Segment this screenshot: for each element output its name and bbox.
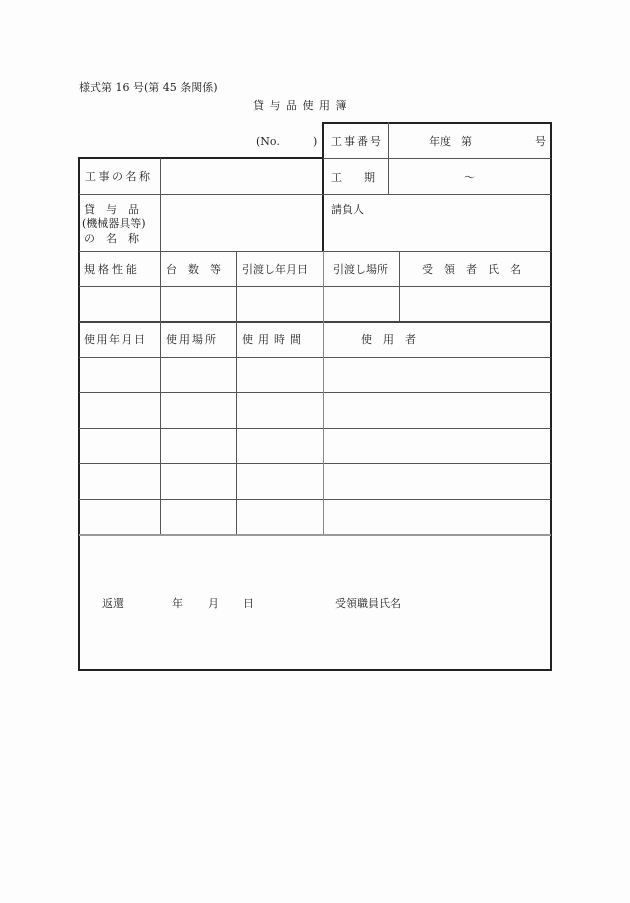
spec-cell-delivery-date[interactable] — [238, 288, 322, 320]
form-title: 貸 与 品 使 用 簿 — [253, 99, 348, 112]
usage-row-1-date[interactable] — [81, 359, 159, 391]
usage-row-5-time[interactable] — [238, 501, 322, 533]
spec-header-quantity: 台 数 等 — [166, 263, 221, 276]
spec-cell-spec[interactable] — [81, 288, 159, 320]
usage-row-5-date[interactable] — [81, 501, 159, 533]
contractor-field[interactable] — [326, 218, 548, 248]
number-prefix: 第 — [461, 135, 472, 148]
border — [79, 251, 551, 252]
usage-row-2-date[interactable] — [81, 394, 159, 427]
border — [79, 286, 551, 287]
usage-row-1-time[interactable] — [238, 359, 322, 391]
usage-row-2-place[interactable] — [162, 394, 235, 427]
return-year-label: 年 — [172, 597, 183, 610]
usage-header-time: 使用時間 — [242, 333, 306, 346]
usage-header-date: 使用年月日 — [84, 333, 147, 346]
usage-row-4-user[interactable] — [325, 465, 549, 498]
border — [160, 158, 161, 251]
usage-row-5-place[interactable] — [162, 501, 235, 533]
return-month-label: 月 — [208, 597, 219, 610]
period-label: 工 期 — [331, 171, 375, 184]
spec-header-delivery-place: 引渡し場所 — [333, 263, 388, 276]
border — [550, 122, 552, 671]
period-separator: ～ — [464, 171, 475, 184]
border — [78, 157, 80, 671]
project-name-label: 工事の名称 — [85, 170, 153, 183]
usage-row-2-user[interactable] — [325, 394, 549, 427]
usage-header-place: 使用場所 — [166, 333, 218, 346]
usage-row-4-time[interactable] — [238, 465, 322, 498]
no-close: ) — [313, 135, 318, 148]
return-day-label: 日 — [243, 597, 254, 610]
spec-header-spec: 規格性能 — [84, 263, 140, 276]
border — [160, 251, 161, 534]
usage-row-2-time[interactable] — [238, 394, 322, 427]
border — [399, 251, 400, 321]
border — [388, 122, 389, 194]
form-number: 様式第 16 号(第 45 条関係) — [79, 81, 218, 94]
usage-row-4-place[interactable] — [162, 465, 235, 498]
border — [78, 669, 552, 671]
border — [322, 122, 324, 252]
receiver-name-label: 受領職員氏名 — [335, 597, 401, 610]
project-name-field[interactable] — [163, 160, 321, 193]
usage-row-4-date[interactable] — [81, 465, 159, 498]
fiscal-year-label: 年度 — [429, 135, 451, 148]
usage-row-3-user[interactable] — [325, 430, 549, 462]
spec-cell-recipient[interactable] — [401, 288, 549, 320]
usage-row-1-place[interactable] — [162, 359, 235, 391]
lent-item-field[interactable] — [163, 196, 321, 250]
border — [79, 463, 551, 464]
border — [79, 321, 551, 323]
spec-header-delivery-date: 引渡し年月日 — [242, 263, 308, 276]
spec-cell-quantity[interactable] — [162, 288, 235, 320]
border — [236, 251, 237, 534]
usage-row-3-place[interactable] — [162, 430, 235, 462]
border — [78, 157, 324, 159]
return-label: 返還 — [102, 597, 124, 610]
border — [79, 392, 551, 393]
border — [323, 122, 552, 124]
border — [79, 534, 551, 536]
lent-item-label-2: (機械器具等) — [82, 217, 146, 230]
construction-number-label: 工事番号 — [331, 135, 383, 148]
spec-cell-delivery-place[interactable] — [325, 288, 398, 320]
border — [79, 194, 551, 195]
usage-row-3-time[interactable] — [238, 430, 322, 462]
border — [79, 428, 551, 429]
number-suffix: 号 — [535, 135, 546, 148]
usage-row-5-user[interactable] — [325, 501, 549, 533]
border — [79, 357, 551, 358]
border — [79, 499, 551, 500]
usage-row-1-user[interactable] — [325, 359, 549, 391]
lent-item-label-3: の 名 称 — [84, 232, 139, 245]
spec-header-recipient: 受 領 者 氏 名 — [422, 263, 521, 276]
contractor-label: 請負人 — [331, 203, 364, 216]
no-label: (No. — [256, 135, 280, 148]
border — [323, 158, 551, 159]
lent-item-label-1: 貸 与 品 — [84, 203, 139, 216]
usage-row-3-date[interactable] — [81, 430, 159, 462]
border — [323, 251, 324, 534]
usage-header-user: 使 用 者 — [361, 333, 416, 346]
